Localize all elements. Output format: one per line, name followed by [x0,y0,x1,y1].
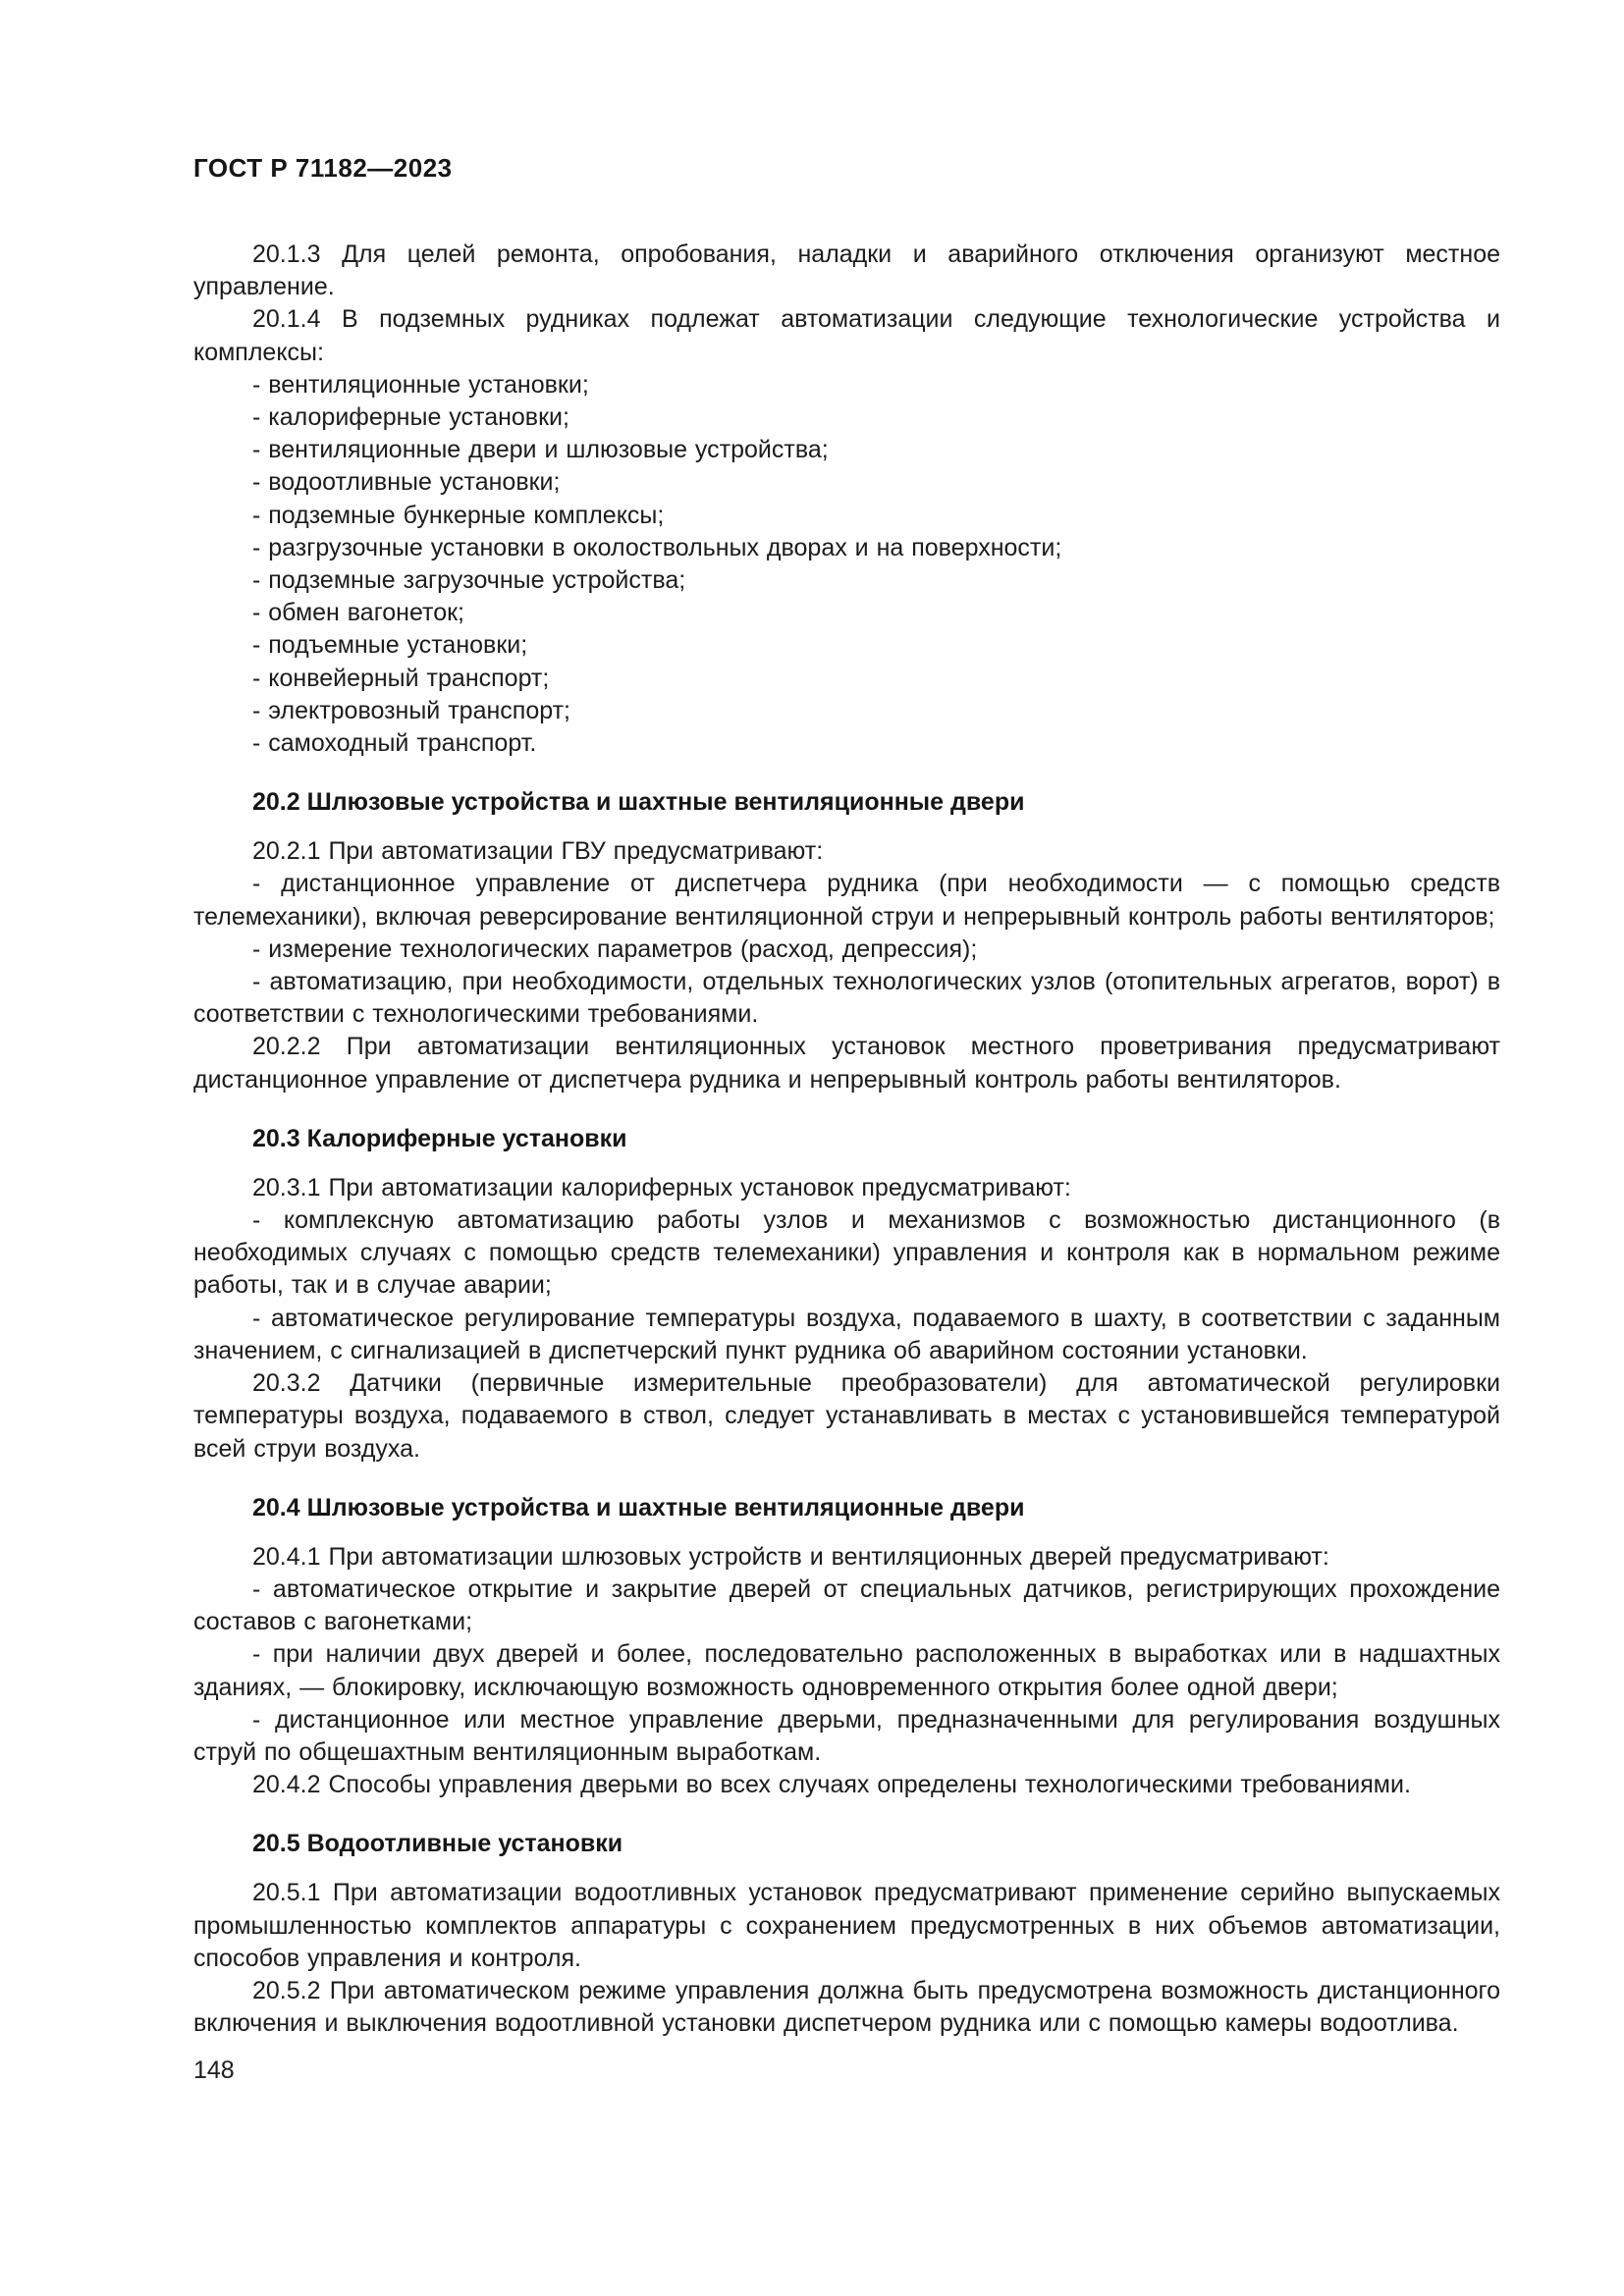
paragraph: 20.1.3 Для целей ремонта, опробования, наладки и аварийного отключения организуют местное управление. [193,240,1500,301]
paragraph: - измерение технологических параметров (расход, депрессия); [252,934,978,963]
paragraph: 20.3.1 При автоматизации калориферных установок предусматривают: [252,1173,1071,1201]
section-heading: 20.2 Шлюзовые устройства и шахтные вентиляционные двери [252,788,1025,817]
section-heading: 20.3 Калориферные установки [252,1124,627,1152]
list-item: - самоходный транспорт. [252,729,537,758]
standard-code-header: ГОСТ Р 71182—2023 [193,153,453,183]
paragraph: 20.2.1 При автоматизации ГВУ предусматривают: [252,837,824,866]
paragraph: - автоматизацию, при необходимости, отдельных технологических узлов (отопительных агрегатов, ворот) в соответствии с технологическими требованиями. [193,968,1500,1029]
paragraph: 20.3.2 Датчики (первичные измерительные преобразователи) для автоматической регулировки температуры воздуха, подаваемого в ствол, следует устанавливать в местах с установившейся температурой всей струи воздуха. [193,1369,1500,1463]
paragraph: 20.4.1 При автоматизации шлюзовых устройств и вентиляционных дверей предусматривают: [252,1542,1329,1571]
list-item: - разгрузочные установки в околоствольных дворах и на поверхности; [252,533,1062,561]
section-heading: 20.4 Шлюзовые устройства и шахтные вентиляционные двери [252,1493,1025,1522]
list-item: - калориферные установки; [252,403,569,432]
section-heading: 20.5 Водоотливные установки [252,1830,623,1858]
list-item: - вентиляционные установки; [252,370,589,399]
paragraph: 20.5.2 При автоматическом режиме управления должна быть предусмотрена возможность дистанционного включения и выключения водоотливной установки диспетчером рудника или с помощью камеры водоотлива. [193,1976,1500,2038]
paragraph: - автоматическое регулирование температуры воздуха, подаваемого в шахту, в соответствии с заданным значением, с сигнализацией в диспетчерский пункт рудника об аварийном состоянии установки. [193,1304,1500,1364]
document-content [193,239,1500,2040]
paragraph: - автоматическое открытие и закрытие дверей от специальных датчиков, регистрирующих прохождение составов с вагонетками; [193,1575,1500,1636]
paragraph: 20.5.1 При автоматизации водоотливных установок предусматривают применение серийно выпускаемых промышленностью комплектов аппаратуры с сохранением предусмотренных в них объемов автоматизации, способов управления и контроля. [193,1879,1500,1972]
paragraph: - при наличии двух дверей и более, последовательно расположенных в выработках или в надшахтных зданиях, — блокировку, исключающую возможность одновременного открытия более одной двери; [193,1640,1500,1701]
list-item: - подъемные установки; [252,631,528,660]
list-item: - обмен вагонеток; [252,599,465,627]
paragraph: - дистанционное или местное управление дверьми, предназначенными для регулирования воздушных струй по общешахтным вентиляционным выработкам. [193,1705,1500,1766]
list-item: - вентиляционные двери и шлюзовые устройства; [252,436,829,464]
list-item: - конвейерный транспорт; [252,664,550,692]
list-item: - подземные загрузочные устройства; [252,566,686,595]
paragraph: 20.1.4 В подземных рудниках подлежат автоматизации следующие технологические устройства и комплексы: [193,305,1500,366]
paragraph: - дистанционное управление от диспетчера рудника (при необходимости — с помощью средств телемеханики), включая реверсирование вентиляционной струи и непрерывный контроль работы вентиляторов; [193,870,1500,931]
paragraph: - комплексную автоматизацию работы узлов и механизмов с возможностью дистанционного (в необходимых случаях с помощью средств телемеханики) управления и контроля как в нормальном режиме работы, так и в случае аварии; [193,1206,1500,1300]
list-item: - подземные бункерные комплексы; [252,501,665,529]
list-item: - электровозный транспорт; [252,696,570,724]
paragraph: 20.2.2 При автоматизации вентиляционных установок местного проветривания предусматривают дистанционное управление от диспетчера рудника и непрерывный контроль работы вентиляторов. [193,1033,1500,1094]
page-number: 148 [193,2056,235,2085]
list-item: - водоотливные установки; [252,468,561,497]
paragraph: 20.4.2 Способы управления дверьми во всех случаях определены технологическими требованиями. [252,1771,1411,1799]
